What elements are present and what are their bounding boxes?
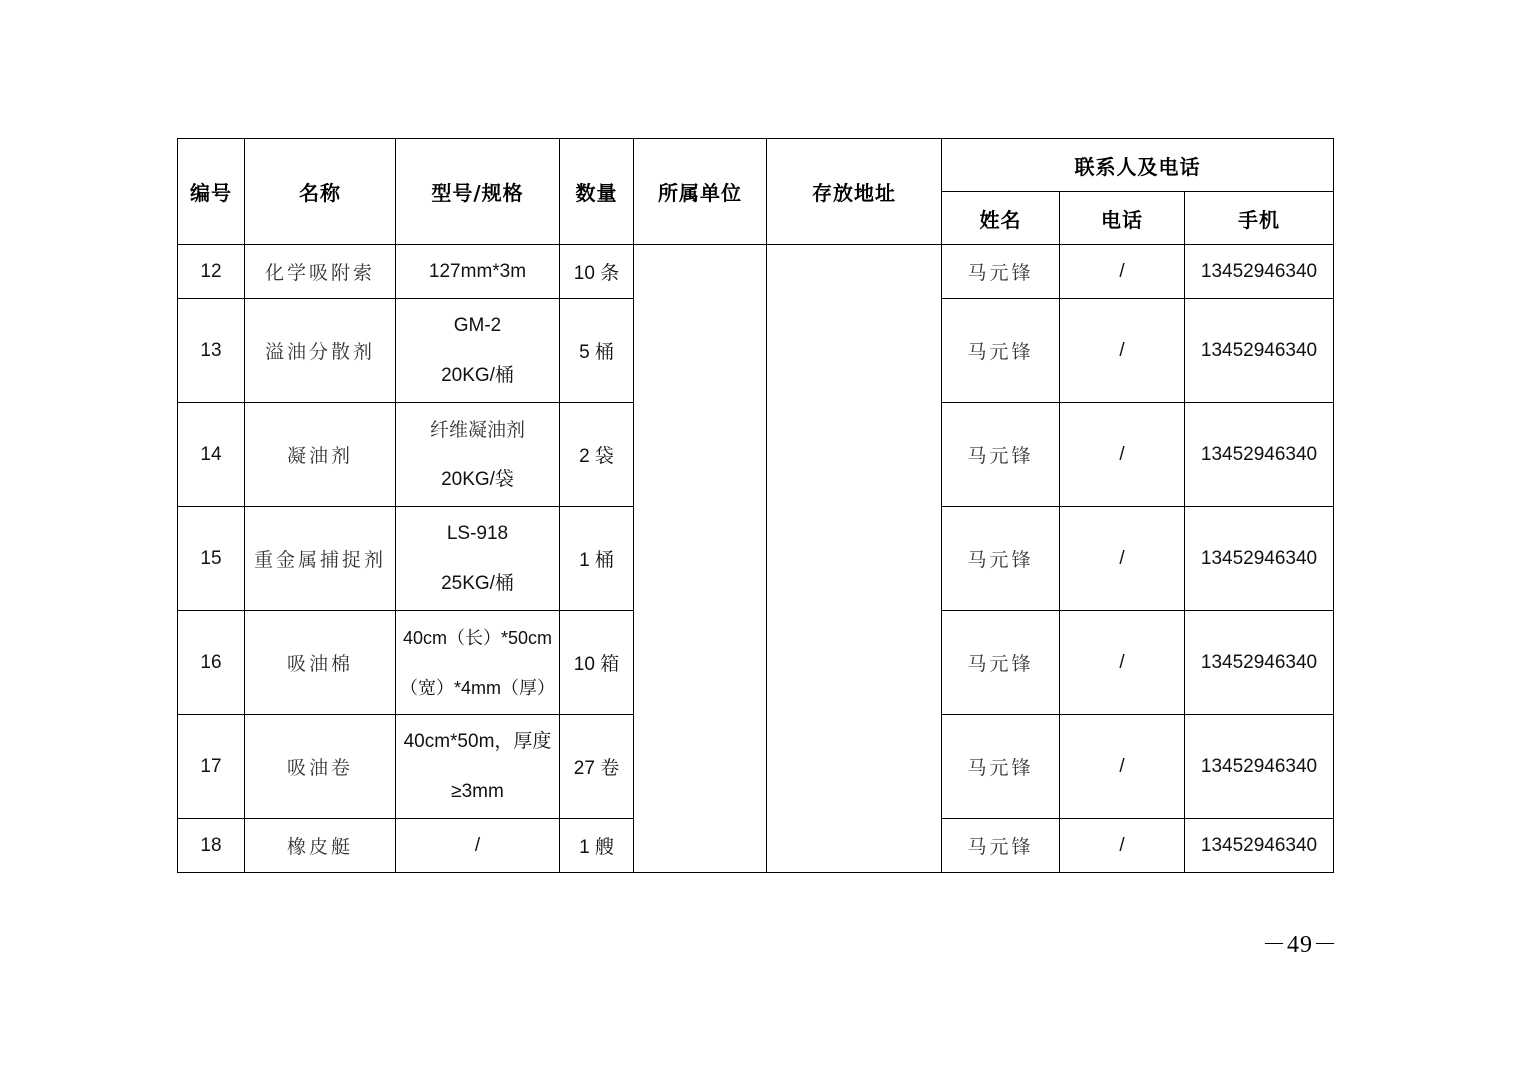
cell-qty: 1 桶 [560, 507, 634, 611]
header-mobile: 手机 [1185, 192, 1334, 245]
cell-id: 16 [178, 611, 245, 715]
spec-line: 25KG/桶 [441, 572, 514, 594]
header-person: 姓名 [942, 192, 1060, 245]
cell-name: 溢油分散剂 [245, 299, 396, 403]
cell-mobile: 13452946340 [1185, 819, 1334, 873]
cell-id: 12 [178, 245, 245, 299]
table-row [178, 245, 1334, 299]
cell-id: 17 [178, 715, 245, 819]
cell-person: 马元锋 [942, 715, 1060, 819]
header-contact: 联系人及电话 [942, 139, 1334, 192]
spec-line: 127mm*3m [428, 260, 527, 282]
cell-qty: 2 袋 [560, 403, 634, 507]
cell-phone: / [1060, 245, 1185, 299]
header-spec: 型号/规格 [396, 139, 560, 245]
cell-spec [396, 403, 560, 507]
spec-line: GM-2 [453, 314, 502, 336]
cell-name: 吸油棉 [245, 611, 396, 715]
header-qty: 数量 [560, 139, 634, 245]
cell-name: 橡皮艇 [245, 819, 396, 873]
cell-person: 马元锋 [942, 403, 1060, 507]
cell-phone: / [1060, 715, 1185, 819]
page-number: －49－ [1262, 932, 1338, 958]
cell-person: 马元锋 [942, 507, 1060, 611]
cell-qty: 5 桶 [560, 299, 634, 403]
cell-person: 马元锋 [942, 819, 1060, 873]
header-unit: 所属单位 [634, 139, 767, 245]
cell-spec [396, 245, 560, 299]
cell-phone: / [1060, 819, 1185, 873]
header-name: 名称 [245, 139, 396, 245]
header-id: 编号 [178, 139, 245, 245]
spec-line: （宽）*4mm（厚） [399, 677, 555, 698]
cell-spec [396, 715, 560, 819]
cell-location-merged [767, 245, 942, 873]
cell-name: 凝油剂 [245, 403, 396, 507]
cell-spec [396, 611, 560, 715]
cell-name: 吸油卷 [245, 715, 396, 819]
cell-qty: 10 箱 [560, 611, 634, 715]
table-header [178, 139, 1334, 245]
cell-qty: 27 卷 [560, 715, 634, 819]
cell-name: 重金属捕捉剂 [245, 507, 396, 611]
header-row-1 [178, 139, 1334, 192]
table-body [178, 245, 1334, 873]
cell-unit-merged [634, 245, 767, 873]
cell-phone: / [1060, 299, 1185, 403]
cell-qty: 1 艘 [560, 819, 634, 873]
cell-spec [396, 819, 560, 873]
spec-line: 40cm（长）*50cm [402, 627, 553, 648]
cell-spec [396, 299, 560, 403]
cell-phone: / [1060, 611, 1185, 715]
cell-phone: / [1060, 507, 1185, 611]
cell-mobile: 13452946340 [1185, 611, 1334, 715]
cell-mobile: 13452946340 [1185, 715, 1334, 819]
spec-line: LS-918 [446, 522, 509, 544]
cell-qty: 10 条 [560, 245, 634, 299]
cell-id: 18 [178, 819, 245, 873]
cell-mobile: 13452946340 [1185, 507, 1334, 611]
cell-id: 15 [178, 507, 245, 611]
header-phone: 电话 [1060, 192, 1185, 245]
cell-spec [396, 507, 560, 611]
cell-person: 马元锋 [942, 611, 1060, 715]
cell-name: 化学吸附索 [245, 245, 396, 299]
cell-id: 14 [178, 403, 245, 507]
spec-line: / [474, 834, 481, 856]
spec-line: 20KG/桶 [441, 364, 514, 386]
cell-mobile: 13452946340 [1185, 299, 1334, 403]
cell-mobile: 13452946340 [1185, 245, 1334, 299]
cell-person: 马元锋 [942, 245, 1060, 299]
cell-mobile: 13452946340 [1185, 403, 1334, 507]
cell-id: 13 [178, 299, 245, 403]
spec-line: 纤维凝油剂 [429, 418, 525, 441]
cell-phone: / [1060, 403, 1185, 507]
spec-line: ≥3mm [451, 780, 504, 802]
spec-line: 20KG/袋 [441, 468, 514, 490]
equipment-table [177, 138, 1334, 873]
spec-line: 40cm*50m，厚度 [403, 730, 552, 752]
header-location: 存放地址 [767, 139, 942, 245]
cell-person: 马元锋 [942, 299, 1060, 403]
